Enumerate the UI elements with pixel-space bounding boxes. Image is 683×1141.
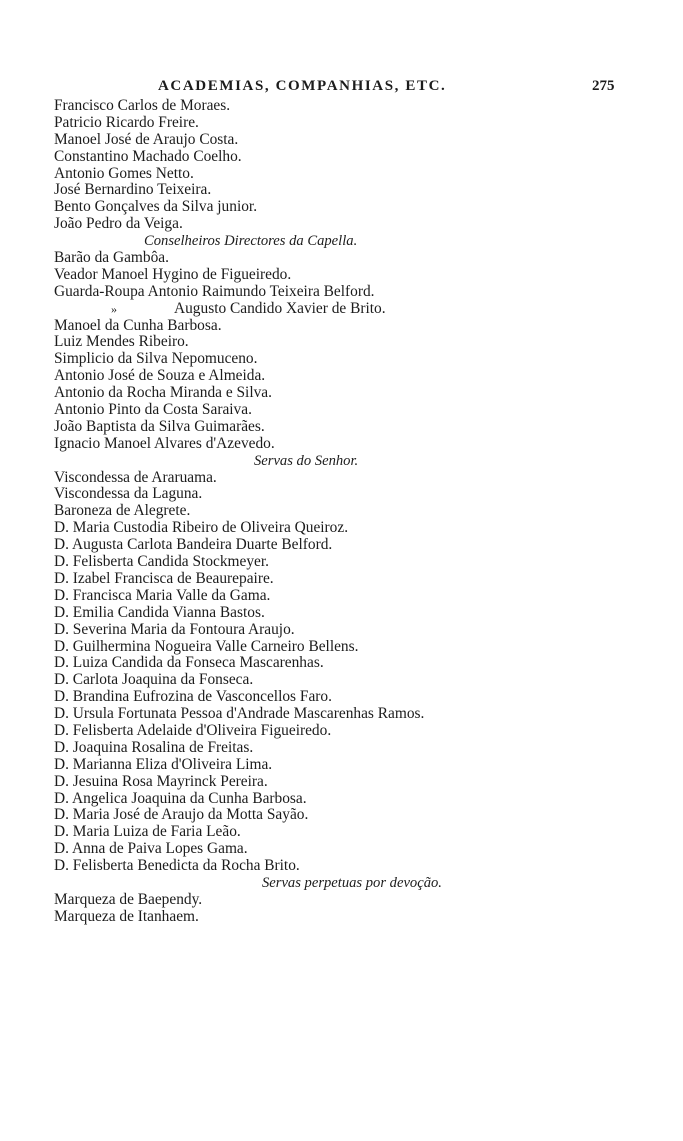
list-item: D. Angelica Joaquina da Cunha Barbosa. xyxy=(54,789,307,807)
list-item-ditto xyxy=(54,301,654,318)
list-item: Viscondessa da Laguna. xyxy=(54,485,203,503)
list-item: D. Francisca Maria Valle da Gama. xyxy=(54,586,271,604)
list-item: Guarda-Roupa Antonio Raimundo Teixeira Belford. xyxy=(54,282,375,300)
list-item: D. Luiza Candida da Fonseca Mascarenhas. xyxy=(54,654,324,672)
list-item: D. Maria Custodia Ribeiro de Oliveira Queiroz. xyxy=(54,519,349,537)
list-item: Antonio Gomes Netto. xyxy=(54,164,194,182)
list-item: Simplicio da Silva Nepomuceno. xyxy=(54,350,258,368)
list-item: Antonio José de Souza e Almeida. xyxy=(54,367,266,385)
list-item: D. Carlota Joaquina da Fonseca. xyxy=(54,671,254,689)
list-item: Antonio Pinto da Costa Saraiva. xyxy=(54,401,252,419)
list-item: D. Brandina Eufrozina de Vasconcellos Faro. xyxy=(54,688,332,706)
list-item: Marqueza de Itanhaem. xyxy=(54,907,199,925)
list-item: Manoel da Cunha Barbosa. xyxy=(54,316,222,334)
list-item: D. Joaquina Rosalina de Freitas. xyxy=(54,738,254,756)
list-item: D. Anna de Paiva Lopes Gama. xyxy=(54,840,248,858)
list-item: Marqueza de Baependy. xyxy=(54,890,203,908)
list-item: João Pedro da Veiga. xyxy=(54,215,183,233)
list-item: Manoel José de Araujo Costa. xyxy=(54,130,239,148)
list-item: D. Augusta Carlota Bandeira Duarte Belford. xyxy=(54,536,333,554)
list-item: D. Felisberta Candida Stockmeyer. xyxy=(54,553,269,571)
list-item: Veador Manoel Hygino de Figueiredo. xyxy=(54,265,292,283)
list-item: D. Ursula Fortunata Pessoa d'Andrade Mascarenhas Ramos. xyxy=(54,705,425,723)
list-item: Luiz Mendes Ribeiro. xyxy=(54,333,189,351)
page-number: 275 xyxy=(592,78,615,94)
list-item: D. Maria Luiza de Faria Leão. xyxy=(54,823,241,841)
running-head xyxy=(0,78,683,98)
list-item: João Baptista da Silva Guimarães. xyxy=(54,417,265,435)
list-item: D. Marianna Eliza d'Oliveira Lima. xyxy=(54,755,273,773)
list-item: D. Emilia Candida Vianna Bastos. xyxy=(54,603,265,621)
list-item: Bento Gonçalves da Silva junior. xyxy=(54,198,258,216)
ditto-mark: » xyxy=(111,301,117,316)
running-title: ACADEMIAS, COMPANHIAS, ETC. xyxy=(158,78,447,94)
list-item: José Bernardino Teixeira. xyxy=(54,181,212,199)
list-item: Viscondessa de Araruama. xyxy=(54,468,217,486)
list-item: Antonio da Rocha Miranda e Silva. xyxy=(54,384,272,402)
ditto-text: Augusto Candido Xavier de Brito. xyxy=(174,299,386,317)
section-heading: Servas do Senhor. xyxy=(254,452,359,469)
section-heading: Servas perpetuas por devoção. xyxy=(262,874,442,891)
list-item: Barão da Gambôa. xyxy=(54,249,169,267)
list-item: D. Felisberta Benedicta da Rocha Brito. xyxy=(54,857,300,875)
list-item: D. Guilhermina Nogueira Valle Carneiro Bellens. xyxy=(54,637,359,655)
list-item: Baroneza de Alegrete. xyxy=(54,502,191,520)
section-heading: Conselheiros Directores da Capella. xyxy=(144,233,358,250)
list-item: D. Severina Maria da Fontoura Araujo. xyxy=(54,620,295,638)
list-item: D. Felisberta Adelaide d'Oliveira Figueiredo. xyxy=(54,721,332,739)
list-item: D. Jesuina Rosa Mayrinck Pereira. xyxy=(54,772,268,790)
list-item: D. Maria José de Araujo da Motta Sayão. xyxy=(54,806,309,824)
list-item: D. Izabel Francisca de Beaurepaire. xyxy=(54,569,274,587)
list-item: Patricio Ricardo Freire. xyxy=(54,113,199,131)
list-item: Francisco Carlos de Moraes. xyxy=(54,97,231,114)
list-item: Ignacio Manoel Alvares d'Azevedo. xyxy=(54,434,275,452)
list-item: Constantino Machado Coelho. xyxy=(54,147,242,165)
body-text xyxy=(54,98,654,926)
